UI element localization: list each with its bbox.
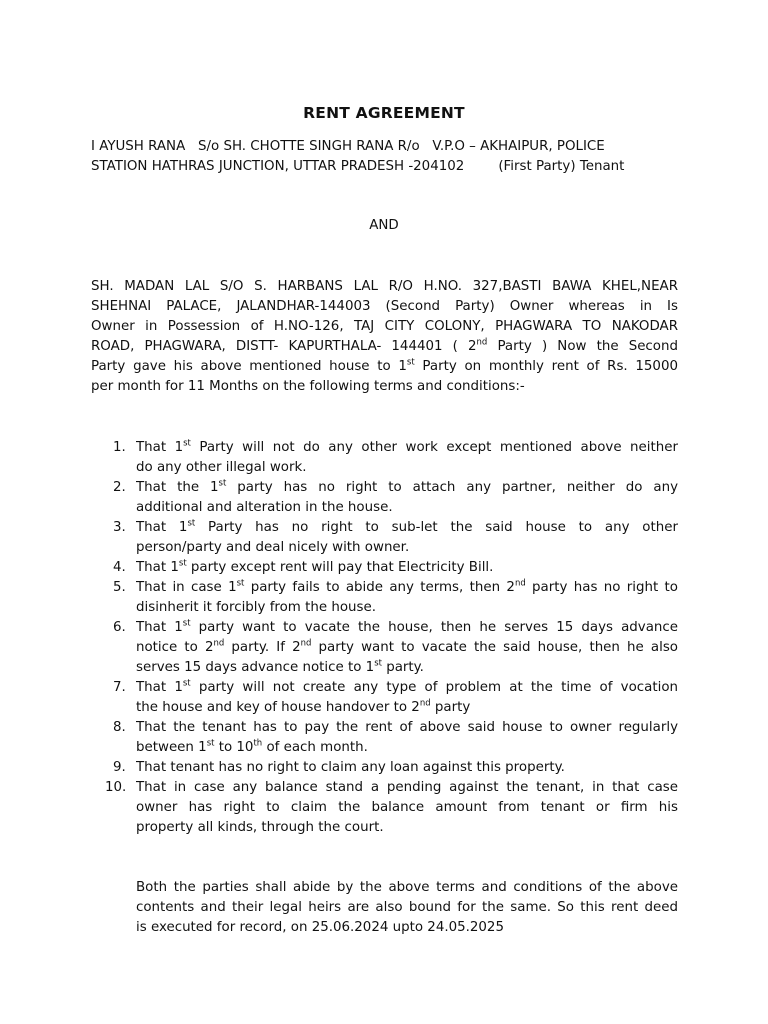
text-run: party has no right to attach any partner, neither do any: [226, 480, 678, 495]
term-line: [136, 638, 678, 658]
term-item-7: [91, 678, 678, 718]
term-line: additional and alteration in the house.: [136, 500, 393, 515]
term-number: 3.: [113, 520, 126, 535]
term-number: 1.: [113, 440, 126, 455]
term-line: [136, 438, 678, 458]
ordinal-suffix: st: [236, 578, 245, 589]
document-title: RENT AGREEMENT: [303, 104, 465, 122]
term-number: 6.: [113, 620, 126, 635]
second-party-paragraph: [91, 277, 678, 397]
term-line: [136, 478, 678, 498]
closing-line-2: contents and their legal heirs are also bound for the same. So this rent deed: [136, 900, 678, 915]
ordinal-suffix: st: [218, 478, 227, 489]
term-number: 5.: [113, 580, 126, 595]
ordinal-suffix: nd: [213, 638, 225, 649]
text-run: to 10: [214, 740, 254, 755]
ordinal-suffix: nd: [476, 337, 488, 348]
term-line: property all kinds, through the court.: [136, 820, 384, 835]
term-line: [136, 618, 678, 638]
term-line: [136, 678, 678, 698]
term-line: owner has right to claim the balance amount from tenant or firm his: [136, 800, 678, 815]
second-party-line-5: [91, 357, 678, 377]
term-number: 9.: [113, 760, 126, 775]
text-run: party.: [381, 660, 424, 675]
text-run: party want to vacate the said house, then he also: [311, 640, 678, 655]
term-number: 2.: [113, 480, 126, 495]
text-run: party fails to abide any terms, then 2: [244, 580, 515, 595]
text-run: party has no right to: [525, 580, 678, 595]
text-run: Party gave his above mentioned house to 1: [91, 359, 407, 374]
term-number: 4.: [113, 560, 126, 575]
ordinal-suffix: nd: [300, 638, 312, 649]
second-party-line-2: SHEHNAI PALACE, JALANDHAR-144003 (Second Party) Owner whereas in Is: [91, 299, 678, 314]
term-line: disinherit it forcibly from the house.: [136, 600, 376, 615]
term-item-5: [91, 578, 678, 618]
closing-line-1: Both the parties shall abide by the above terms and conditions of the above: [136, 880, 678, 895]
term-item-6: [91, 618, 678, 678]
ordinal-suffix: nd: [419, 698, 431, 709]
term-line: do any other illegal work.: [136, 460, 307, 475]
ordinal-suffix: st: [187, 518, 196, 529]
term-line: That in case any balance stand a pending against the tenant, in that case: [136, 780, 678, 795]
ordinal-suffix: st: [406, 357, 415, 368]
ordinal-suffix: st: [206, 738, 215, 749]
term-line: [136, 578, 678, 598]
ordinal-suffix: st: [183, 438, 191, 449]
term-item-8: [91, 718, 678, 758]
second-party-line-1: SH. MADAN LAL S/O S. HARBANS LAL R/O H.NO. 327,BASTI BAWA KHEL,NEAR: [91, 279, 678, 294]
and-separator: AND: [369, 218, 399, 233]
term-line: [136, 558, 678, 578]
second-party-line-4: [91, 337, 678, 357]
ordinal-suffix: st: [374, 658, 382, 669]
text-run: between 1: [136, 740, 207, 755]
text-run: That 1: [136, 680, 183, 695]
text-run: ROAD, PHAGWARA, DISTT- KAPURTHALA- 144401 ( 2: [91, 339, 477, 354]
term-line: person/party and deal nicely with owner.: [136, 540, 410, 555]
text-run: That 1: [136, 520, 188, 535]
term-line: That tenant has no right to claim any loan against this property.: [136, 760, 565, 775]
terms-list: [91, 438, 678, 838]
term-line: [136, 738, 678, 758]
second-party-line-6: per month for 11 Months on the following terms and conditions:-: [91, 379, 525, 394]
ordinal-suffix: st: [182, 678, 191, 689]
text-run: party want to vacate the house, then he serves 15 days advance: [190, 620, 678, 635]
text-run: Party will not do any other work except mentioned above neither: [190, 440, 678, 455]
first-party-line-1: I AYUSH RANA S/o SH. CHOTTE SINGH RANA R/o V.P.O – AKHAIPUR, POLICE: [91, 139, 605, 154]
text-run: party will not create any type of problem at the time of vocation: [190, 680, 678, 695]
text-run: Party on monthly rent of Rs. 15000: [414, 359, 678, 374]
ordinal-suffix: th: [253, 738, 263, 749]
term-line: [136, 518, 678, 538]
text-run: the house and key of house handover to 2: [136, 700, 420, 715]
text-run: Party has no right to sub-let the said house to any other: [195, 520, 678, 535]
first-party-line-2: STATION HATHRAS JUNCTION, UTTAR PRADESH -204102 (First Party) Tenant: [91, 159, 625, 174]
term-item-4: [91, 558, 678, 578]
text-run: That in case 1: [136, 580, 237, 595]
text-run: party: [430, 700, 471, 715]
text-run: That the 1: [136, 480, 219, 495]
closing-line-3: is executed for record, on 25.06.2024 upto 24.05.2025: [136, 920, 504, 935]
text-run: party. If 2: [224, 640, 301, 655]
term-number: 8.: [113, 720, 126, 735]
term-item-1: [91, 438, 678, 478]
first-party-paragraph: [91, 137, 691, 177]
text-run: of each month.: [262, 740, 368, 755]
ordinal-suffix: st: [182, 618, 191, 629]
text-run: That 1: [136, 440, 184, 455]
term-number: 7.: [113, 680, 126, 695]
term-item-3: [91, 518, 678, 558]
text-run: That 1: [136, 560, 179, 575]
ordinal-suffix: st: [178, 558, 187, 569]
second-party-line-3: Owner in Possession of H.NO-126, TAJ CITY COLONY, PHAGWARA TO NAKODAR: [91, 319, 678, 334]
text-run: notice to 2: [136, 640, 214, 655]
text-run: party except rent will pay that Electricity Bill.: [186, 560, 494, 575]
text-run: serves 15 days advance notice to 1: [136, 660, 375, 675]
text-run: Party ) Now the Second: [487, 339, 678, 354]
term-line: That the tenant has to pay the rent of above said house to owner regularly: [136, 720, 678, 735]
text-run: That 1: [136, 620, 183, 635]
closing-paragraph: [136, 878, 678, 938]
term-item-10: [91, 778, 678, 838]
term-line: [136, 658, 678, 678]
ordinal-suffix: nd: [514, 578, 526, 589]
term-item-9: [91, 758, 678, 778]
term-line: [136, 698, 678, 718]
term-item-2: [91, 478, 678, 518]
term-number: 10.: [105, 780, 127, 795]
